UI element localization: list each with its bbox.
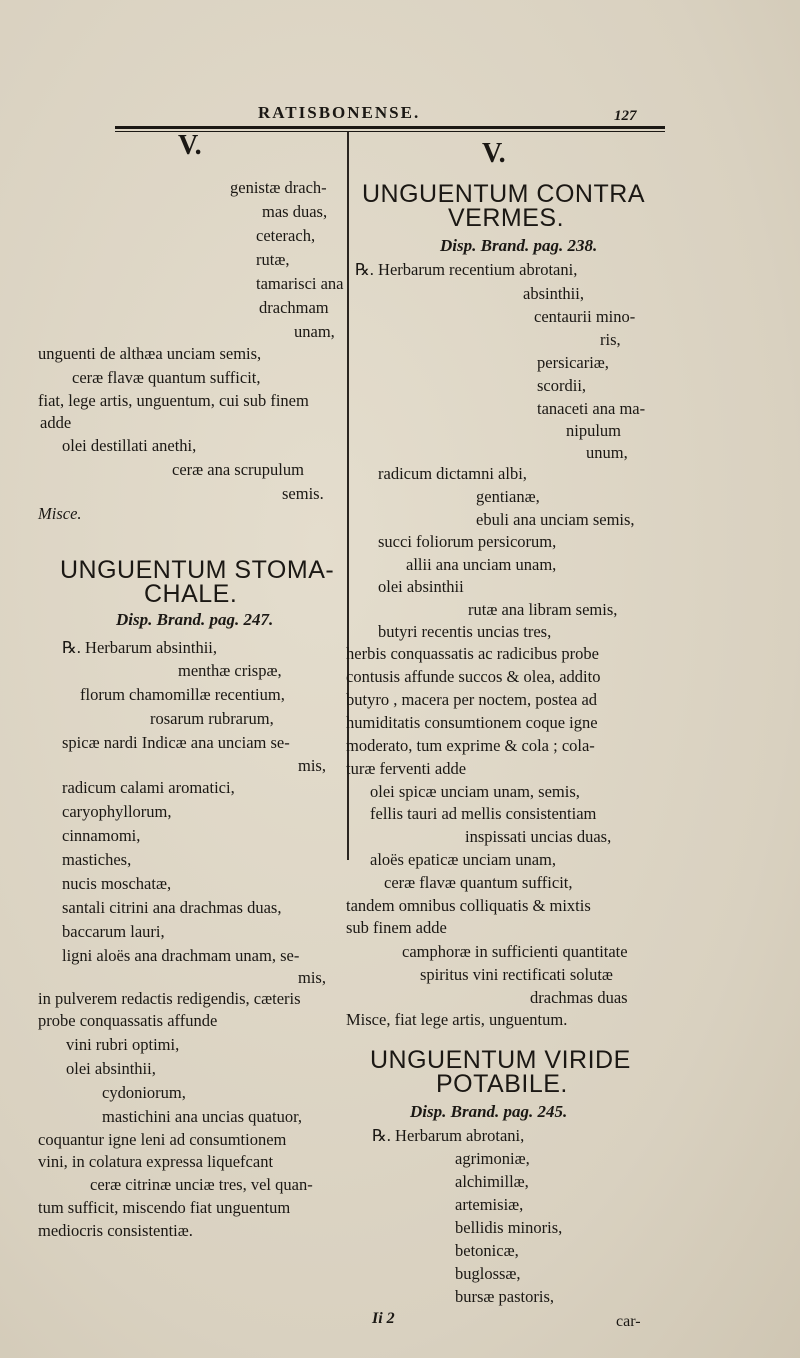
recipe-line: radicum dictamni albi, [378,464,527,483]
source-reference: Disp. Brand. pag. 245. [410,1102,568,1121]
recipe-line: tanaceti ana ma- [537,399,646,418]
recipe-line: nucis moschatæ, [62,874,172,893]
text-line: rutæ, [256,250,290,269]
recipe-line: turæ ferventi adde [346,759,467,778]
text-line: ceterach, [256,226,316,245]
text-line: unguenti de althæa unciam semis, [38,344,262,363]
recipe-line: radicum calami aromatici, [62,778,235,797]
recipe-line: centaurii mino- [534,307,636,326]
recipe-line: inspissati uncias duas, [465,827,612,846]
recipe-line: humiditatis consumtionem coque igne [346,713,598,732]
recipe-line: ligni aloës ana drachmam unam, se- [62,946,300,965]
recipe-line: coquantur igne leni ad consumtionem [38,1130,287,1149]
recipe-line: probe conquassatis affunde [38,1011,218,1030]
section-title: UNGUENTUM VIRIDE [370,1046,631,1074]
recipe-line: bellidis minoris, [455,1218,563,1237]
recipe-line: spiritus vini rectificati solutæ [420,965,613,984]
recipe-line: ℞. Herbarum absinthii, [62,638,218,657]
recipe-line: ebuli ana unciam semis, [476,510,635,529]
recipe-line: moderato, tum exprime & cola ; cola- [346,736,595,755]
text-line: adde [40,413,72,432]
recipe-line: allii ana unciam unam, [406,555,557,574]
text-line: tamarisci ana [256,274,344,293]
section-title: CHALE. [144,580,238,608]
text-line: fiat, lege artis, unguentum, cui sub finem [38,391,309,410]
recipe-line: caryophyllorum, [62,802,172,821]
text-line: ceræ ana scrupulum [172,460,304,479]
text-line: Misce. [38,504,82,523]
text-line: olei destillati anethi, [62,436,197,455]
section-title: VERMES. [448,204,565,232]
recipe-line: ceræ flavæ quantum sufficit, [384,873,573,892]
recipe-line: mastichini ana uncias quatuor, [102,1107,303,1126]
page-number: 127 [614,108,637,124]
header-rule [115,126,665,129]
text-line: ceræ flavæ quantum sufficit, [72,368,261,387]
right-column-letter: V. [482,138,506,169]
recipe-line: tum sufficit, miscendo fiat unguentum [38,1198,291,1217]
recipe-line: butyro , macera per noctem, postea ad [346,690,598,709]
recipe-line: agrimoniæ, [455,1149,530,1168]
recipe-line: herbis conquassatis ac radicibus probe [346,644,599,663]
recipe-line: absinthii, [523,284,584,303]
recipe-line: ℞. Herbarum abrotani, [372,1126,525,1145]
text-line: genistæ drach- [230,178,327,197]
recipe-line: vini rubri optimi, [66,1035,180,1054]
recipe-line: aloës epaticæ unciam unam, [370,850,557,869]
recipe-line: drachmas duas [530,988,628,1007]
recipe-line: ℞. Herbarum recentium abrotani, [355,260,578,279]
recipe-line: mastiches, [62,850,132,869]
text-line: unam, [294,322,335,341]
text-line: semis. [282,484,324,503]
recipe-line: in pulverem redactis redigendis, cæteris [38,989,301,1008]
catchword: car- [616,1313,641,1330]
recipe-line: fellis tauri ad mellis consistentiam [370,804,597,823]
recipe-line: santali citrini ana drachmas duas, [62,898,282,917]
recipe-line: gentianæ, [476,487,540,506]
recipe-line: spicæ nardi Indicæ ana unciam se- [62,733,290,752]
section-title: POTABILE. [436,1070,568,1098]
recipe-line: camphoræ in sufficienti quantitate [402,942,628,961]
recipe-line: olei absinthii, [66,1059,156,1078]
recipe-line: sub finem adde [346,918,447,937]
recipe-line: mis, [298,756,326,775]
running-head: RATISBONENSE. [258,103,421,122]
recipe-line: mis, [298,968,326,987]
recipe-line: alchimillæ, [455,1172,529,1191]
text-line: drachmam [259,298,329,317]
recipe-line: menthæ crispæ, [178,661,282,680]
left-column-letter: V. [178,130,202,161]
recipe-line: ris, [600,330,621,349]
recipe-line: scordii, [537,376,587,395]
recipe-line: bursæ pastoris, [455,1287,554,1306]
recipe-line: ceræ citrinæ unciæ tres, vel quan- [90,1175,313,1194]
recipe-line: buglossæ, [455,1264,521,1283]
recipe-line: olei spicæ unciam unam, semis, [370,782,580,801]
recipe-line: olei absinthii [378,577,464,596]
source-reference: Disp. Brand. pag. 238. [440,236,598,255]
recipe-line: tandem omnibus colliquatis & mixtis [346,896,591,915]
recipe-line: artemisiæ, [455,1195,524,1214]
recipe-line: Misce, fiat lege artis, unguentum. [346,1010,568,1029]
text-line: mas duas, [262,202,328,221]
recipe-line: betonicæ, [455,1241,519,1260]
section-title: UNGUENTUM STOMA- [60,556,335,584]
recipe-line: rutæ ana libram semis, [468,600,618,619]
recipe-line: contusis affunde succos & olea, addito [346,667,601,686]
recipe-line: butyri recentis uncias tres, [378,622,552,641]
recipe-line: florum chamomillæ recentium, [80,685,285,704]
recipe-line: cinnamomi, [62,826,141,845]
recipe-line: nipulum [566,421,622,440]
recipe-line: baccarum lauri, [62,922,165,941]
recipe-line: succi foliorum persicorum, [378,532,557,551]
signature-mark: Ii 2 [372,1310,395,1327]
recipe-line: cydoniorum, [102,1083,186,1102]
recipe-line: unum, [586,443,628,462]
recipe-line: vini, in colatura expressa liquefcant [38,1152,274,1171]
recipe-line: mediocris consistentiæ. [38,1221,193,1240]
section-title: UNGUENTUM CONTRA [362,180,645,208]
source-reference: Disp. Brand. pag. 247. [116,610,274,629]
recipe-line: persicariæ, [537,353,609,372]
recipe-line: rosarum rubrarum, [150,709,274,728]
